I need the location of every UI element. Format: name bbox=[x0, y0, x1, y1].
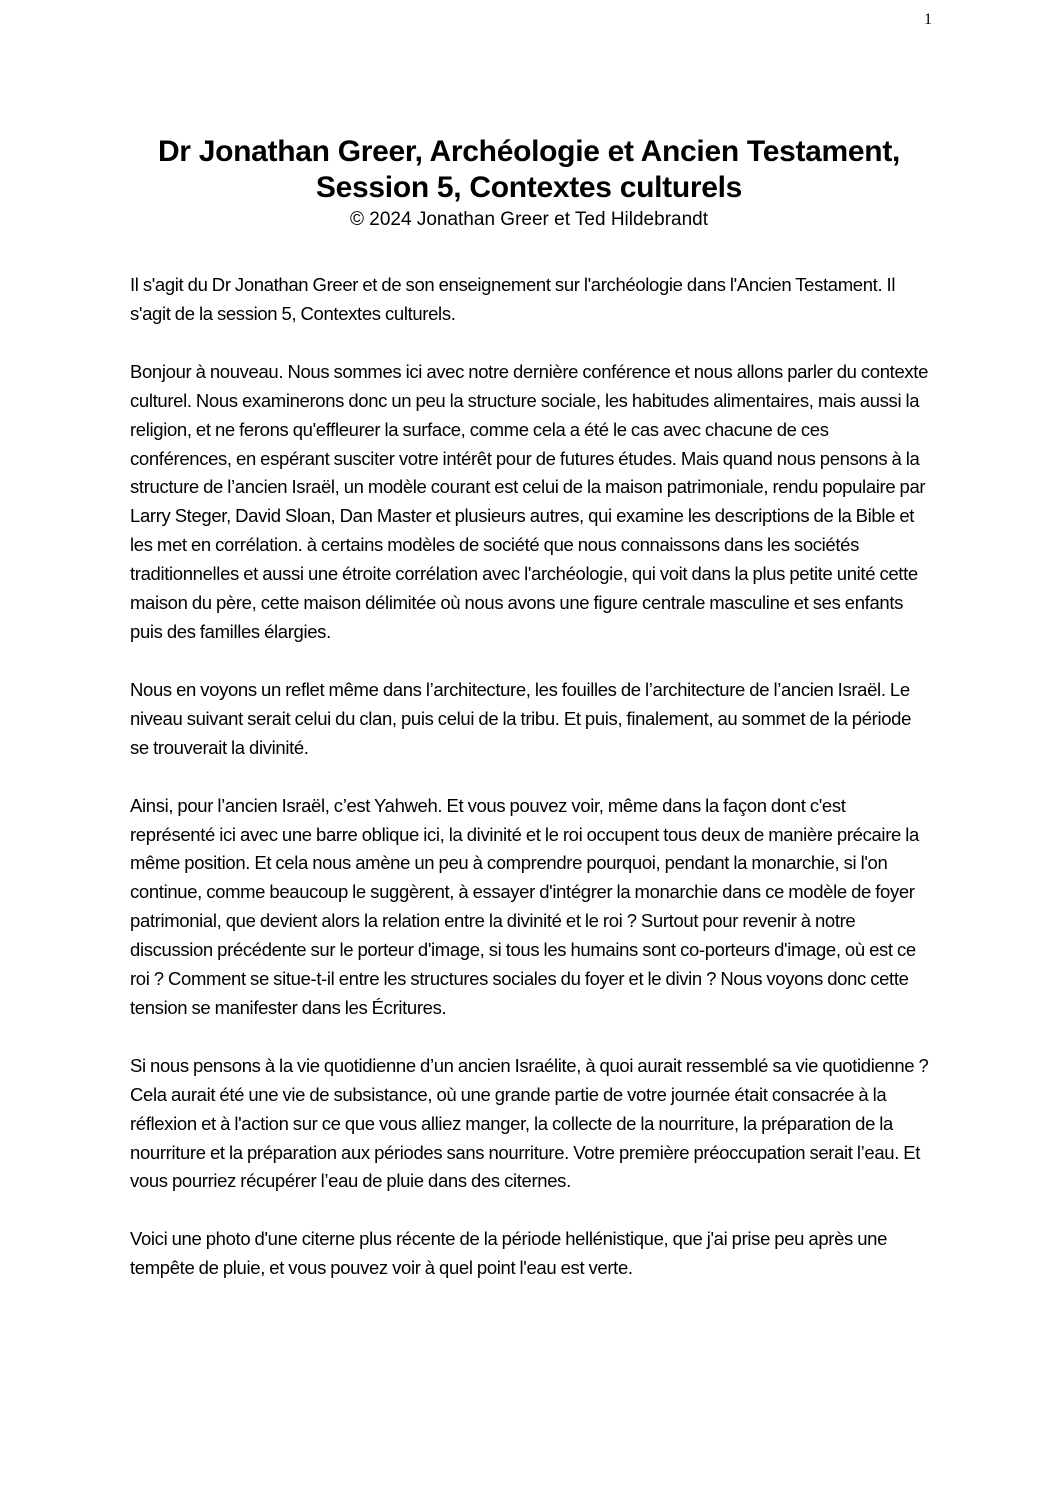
paragraph-daily-life: Si nous pensons à la vie quotidienne d’un ancien Israélite, à quoi aurait ressemblé sa vie quotidienne ? Cela aurait été une vie de subsistance, où une grande partie de votre journée était consacrée à la réflexion et à l'action sur ce que vous alliez manger, la collecte de la nourriture, la préparation de la nourriture et la préparation aux périodes sans nourriture. Votre première préoccupation serait l’eau. Et vous pourriez récupérer l’eau de pluie dans des citernes. bbox=[130, 1054, 929, 1192]
paragraph-intro: Il s'agit du Dr Jonathan Greer et de son enseignement sur l'archéologie dans l'Ancien Testament. Il s'agit de la session 5, Contextes culturels. bbox=[130, 274, 896, 324]
copyright-line: © 2024 Jonathan Greer et Ted Hildebrandt bbox=[350, 209, 708, 230]
document-title: Dr Jonathan Greer, Archéologie et Ancien Testament, Session 5, Contextes culturels bbox=[157, 135, 901, 204]
paragraph-monarchy: Ainsi, pour l’ancien Israël, c’est Yahweh. Et vous pouvez voir, même dans la façon dont c'est représenté ici avec une barre oblique ici, la divinité et le roi occupent tous deux de manière précaire la même position. Et cela nous amène un peu à comprendre pourquoi, pendant la monarchie, si l'on continue, comme beaucoup le suggèrent, à essayer d'intégrer la monarchie dans ce modèle de foyer patrimonial, que devient alors la relation entre la divinité et le roi ? Surtout pour revenir à notre discussion précédente sur le porteur d'image, si tous les humains sont co-porteurs d'image, où est ce roi ? Comment se situe-t-il entre les structures sociales du foyer et le divin ? Nous voyons donc cette tension se manifester dans les Écritures. bbox=[130, 794, 919, 1018]
paragraph-social-structure: Bonjour à nouveau. Nous sommes ici avec notre dernière conférence et nous allons parler du contexte culturel. Nous examinerons donc un peu la structure sociale, les habitudes alimentaires, mais aussi la religion, et ne ferons qu'effleurer la surface, comme cela a été le cas avec chacune de ces conférences, en espérant susciter votre intérêt pour de futures études. Mais quand nous pensons à la structure de l’ancien Israël, un modèle courant est celui de la maison patrimoniale, rendu populaire par Larry Steger, David Sloan, Dan Master et plusieurs autres, qui examine les descriptions de la Bible et les met en corrélation. à certains modèles de société que nous connaissons dans les sociétés traditionnelles et aussi une étroite corrélation avec l'archéologie, qui voit dans la plus petite unité cette maison du père, cette maison délimitée où nous avons une figure centrale masculine et ses enfants puis des familles élargies. bbox=[130, 360, 929, 642]
paragraph-cistern-photo: Voici une photo d'une citerne plus récente de la période hellénistique, que j'ai prise peu après une tempête de pluie, et vous pouvez voir à quel point l'eau est verte. bbox=[130, 1228, 888, 1279]
title-block bbox=[130, 134, 928, 232]
paragraph-architecture: Nous en voyons un reflet même dans l’architecture, les fouilles de l’architecture de l’ancien Israël. Le niveau suivant serait celui du clan, puis celui de la tribu. Et puis, finalement, au sommet de la période se trouverait la divinité. bbox=[130, 678, 912, 758]
page-number: 1 bbox=[924, 11, 932, 28]
document-body bbox=[130, 271, 930, 1312]
